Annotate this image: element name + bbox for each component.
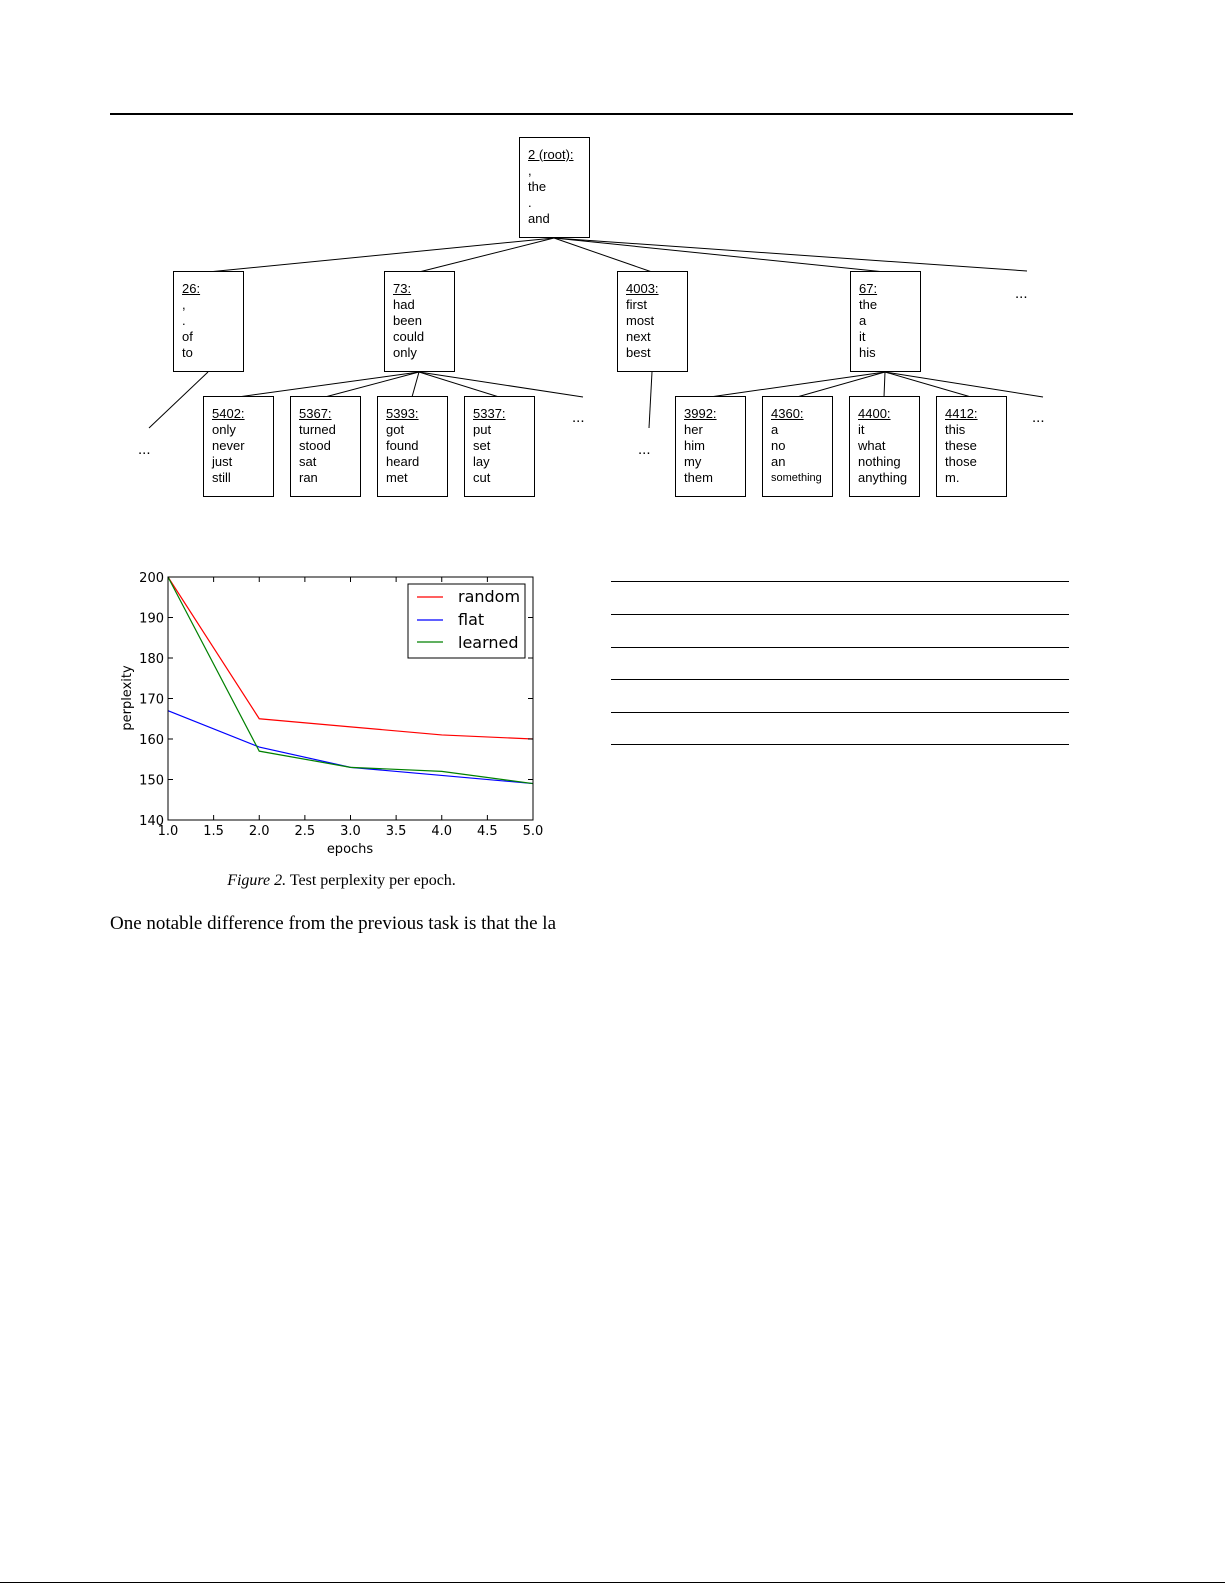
x-tick-label: 1.5 xyxy=(203,824,224,839)
node-word: just xyxy=(212,454,233,469)
node-word: to xyxy=(182,345,193,360)
table-rule xyxy=(611,581,1069,582)
edge-67-4400 xyxy=(884,372,885,397)
y-tick-label: 160 xyxy=(139,733,164,748)
node-word: my xyxy=(684,454,702,469)
x-tick-label: 3.0 xyxy=(340,824,361,839)
node-word: nothing xyxy=(858,454,901,469)
node-word: heard xyxy=(386,454,420,469)
node-word: those xyxy=(945,454,977,469)
node-word: turned xyxy=(299,422,336,437)
node-word: it xyxy=(859,329,866,344)
node-word: most xyxy=(626,313,655,328)
figure-caption xyxy=(110,872,573,890)
x-tick-label: 4.5 xyxy=(477,824,498,839)
node-word: set xyxy=(473,438,491,453)
node-word: been xyxy=(393,313,422,328)
node-word: his xyxy=(859,345,876,360)
x-tick-label: 1.0 xyxy=(157,824,179,839)
tree-node-5367 xyxy=(290,396,361,497)
tree-node-4003 xyxy=(617,271,688,372)
node-word: a xyxy=(859,313,867,328)
node-word: and xyxy=(528,211,550,226)
node-word: no xyxy=(771,438,786,453)
node-word: them xyxy=(684,470,713,485)
node-word: anything xyxy=(858,470,908,485)
node-word: an xyxy=(771,454,786,469)
edge-73-5402 xyxy=(238,372,419,397)
node-id: 5337: xyxy=(473,406,506,421)
tree-node-26 xyxy=(173,271,244,372)
node-word: only xyxy=(212,422,236,437)
table-rule xyxy=(611,712,1069,713)
legend-label-random: random xyxy=(458,587,521,606)
body-paragraph: One notable difference from the previous task is that the la xyxy=(110,913,556,934)
edge-73-more xyxy=(419,372,583,397)
node-word: ran xyxy=(299,470,318,485)
tree-node-67 xyxy=(850,271,921,372)
node-word: found xyxy=(386,438,419,453)
edge-root-26 xyxy=(208,238,554,272)
legend-label-learned: learned xyxy=(458,633,519,652)
node-id: 73: xyxy=(393,281,412,296)
legend xyxy=(408,584,525,658)
figure-caption-text: Test perplexity per epoch. xyxy=(289,872,456,889)
y-tick-label: 180 xyxy=(139,652,164,667)
node-word: first xyxy=(626,297,647,312)
edge-root-more xyxy=(554,238,1027,271)
y-tick-label: 170 xyxy=(139,692,164,708)
node-word: lay xyxy=(473,454,490,469)
node-word: met xyxy=(386,470,408,485)
series-line-flat xyxy=(168,711,533,784)
tree-ellipsis: ... xyxy=(572,409,585,426)
tree-ellipsis: ... xyxy=(1015,285,1028,302)
node-word: , xyxy=(528,163,532,178)
node-word: this xyxy=(945,422,966,437)
y-axis-label: perplexity xyxy=(120,665,135,731)
node-word: could xyxy=(393,329,425,344)
edge-67-3992 xyxy=(710,372,885,397)
node-id: 5367: xyxy=(299,406,332,421)
y-tick-label: 150 xyxy=(139,773,164,789)
node-id: 4003: xyxy=(626,281,659,296)
node-word: these xyxy=(945,438,977,453)
edge-root-73 xyxy=(419,238,554,272)
edge-4003-more xyxy=(649,372,652,428)
tree-ellipsis: ... xyxy=(138,441,151,458)
node-word: only xyxy=(393,345,417,360)
x-tick-label: 5.0 xyxy=(522,824,544,839)
x-axis-label: epochs xyxy=(326,842,374,857)
edge-67-more xyxy=(885,372,1043,397)
edge-73-5337 xyxy=(419,372,499,397)
x-tick-label: 2.5 xyxy=(294,824,316,839)
node-word: next xyxy=(626,329,651,344)
x-tick-label: 2.0 xyxy=(248,824,270,839)
node-word: cut xyxy=(473,470,491,485)
tree-node-4360 xyxy=(762,396,833,497)
tree-node-5393 xyxy=(377,396,448,497)
chart-canvas xyxy=(100,560,560,860)
node-word: it xyxy=(858,422,865,437)
node-id: 4412: xyxy=(945,406,978,421)
edge-67-4412 xyxy=(885,372,971,397)
node-word: what xyxy=(858,438,886,453)
x-tick-label: 3.5 xyxy=(385,824,407,839)
table-rule xyxy=(611,614,1069,615)
tree-ellipsis: ... xyxy=(1032,409,1045,426)
edge-26-more xyxy=(149,372,208,428)
node-word: . xyxy=(182,313,186,328)
node-word: m. xyxy=(945,470,960,485)
node-id: 4360: xyxy=(771,406,804,421)
y-tick-label: 190 xyxy=(139,611,164,627)
node-word: a xyxy=(771,422,779,437)
tree-node-3992 xyxy=(675,396,746,497)
edge-73-5367 xyxy=(325,372,419,397)
tree-edges xyxy=(0,0,1225,520)
node-id: 5393: xyxy=(386,406,419,421)
node-id: 67: xyxy=(859,281,878,296)
table-rule xyxy=(611,744,1069,745)
node-word: stood xyxy=(299,438,331,453)
node-word: . xyxy=(528,195,532,210)
tree-node-5337 xyxy=(464,396,535,497)
node-word: never xyxy=(212,438,245,453)
edge-73-5393 xyxy=(412,372,419,397)
tree-node-73 xyxy=(384,271,455,372)
table-rule xyxy=(611,679,1069,680)
cluster-tree-figure xyxy=(0,0,1225,520)
node-word: still xyxy=(212,470,231,485)
tree-node-4412 xyxy=(936,396,1007,497)
y-tick-label: 140 xyxy=(139,814,164,829)
node-word: her xyxy=(684,422,703,437)
tree-ellipsis: ... xyxy=(638,441,651,458)
node-word: best xyxy=(626,345,651,360)
node-word: got xyxy=(386,422,405,437)
node-word: , xyxy=(182,297,186,312)
node-id: 5402: xyxy=(212,406,245,421)
node-id: 3992: xyxy=(684,406,717,421)
node-word: sat xyxy=(299,454,317,469)
node-id: 26: xyxy=(182,281,201,296)
tree-node-root xyxy=(519,137,590,238)
x-tick-label: 4.0 xyxy=(431,824,453,839)
figure-label: Figure 2. xyxy=(227,872,287,889)
node-id: 4400: xyxy=(858,406,891,421)
node-word: of xyxy=(182,329,193,344)
tree-node-5402 xyxy=(203,396,274,497)
legend-label-flat: flat xyxy=(458,610,485,629)
table-rule xyxy=(611,647,1069,648)
tree-node-4400 xyxy=(849,396,920,497)
node-word: put xyxy=(473,422,492,437)
y-tick-label: 200 xyxy=(139,571,164,586)
node-word: the xyxy=(528,179,547,194)
page-bottom-rule xyxy=(0,1582,1225,1583)
node-word: had xyxy=(393,297,415,312)
node-word: the xyxy=(859,297,878,312)
perplexity-chart xyxy=(100,560,560,860)
edge-67-4360 xyxy=(797,372,885,397)
node-word: something xyxy=(771,472,822,484)
node-id: 2 (root): xyxy=(528,147,574,162)
node-word: him xyxy=(684,438,705,453)
